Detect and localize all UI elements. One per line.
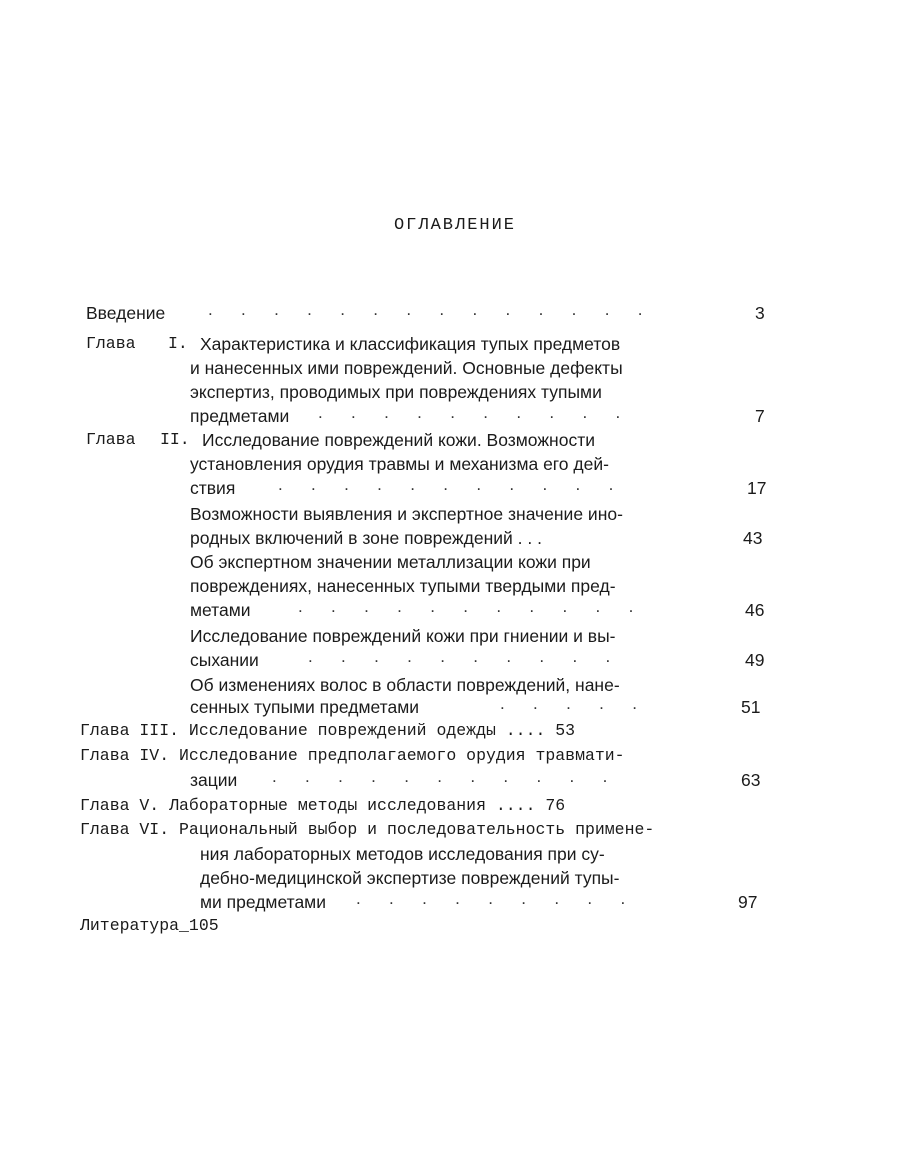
toc-entry-line: ми предметами [200, 892, 326, 912]
toc-entry-line: Глава IV. Исследование предполагаемого орудия травмати- [80, 746, 625, 765]
page-number: 43 [743, 528, 763, 548]
chapter-label: Глава [86, 430, 136, 449]
chapter-label: Глава [86, 334, 136, 353]
toc-entry-line: Исследование повреждений кожи. Возможности [202, 430, 595, 450]
toc-entry-literature: Литература_105 [80, 916, 219, 935]
page-number: 51 [741, 697, 761, 717]
toc-entry-line: родных включений в зоне повреждений . . . [190, 528, 542, 548]
toc-entry-line: повреждениях, нанесенных тупыми твердыми пред- [190, 576, 616, 596]
page-number: 46 [745, 600, 765, 620]
leader-dots: . . . . . . . . . . . . . . [208, 300, 643, 319]
toc-entry-line: сыхании [190, 650, 259, 670]
leader-dots: . . . . . . . . . . [308, 647, 611, 666]
page-number: 63 [741, 770, 761, 790]
toc-entry-intro: Введение [86, 303, 166, 323]
leader-dots: . . . . . . . . . [356, 889, 626, 908]
toc-entry-line: дебно-медицинской экспертизе повреждений тупы- [200, 868, 620, 888]
page-number: 17 [747, 478, 767, 498]
toc-entry-line: Об экспертном значении металлизации кожи при [190, 552, 591, 572]
toc-entry-chapter-3: Глава III. Исследование повреждений одежды .... 53 [80, 721, 576, 740]
toc-entry-line: метами [190, 600, 251, 620]
toc-entry-line: ния лабораторных методов исследования при су- [200, 844, 605, 864]
toc-entry-line: зации [190, 770, 238, 790]
toc-entry-line: ствия [190, 478, 236, 498]
leader-dots: . . . . . . . . . . . [272, 767, 608, 786]
toc-entry-line: Об изменениях волос в области повреждений, нане- [190, 675, 620, 695]
page-number: 49 [745, 650, 765, 670]
toc-entry-line: и нанесенных ими повреждений. Основные дефекты [190, 358, 623, 378]
toc-entry-line: Исследование повреждений кожи при гниении и вы- [190, 626, 616, 646]
page-number: 97 [738, 892, 758, 912]
toc-entry-line: Глава VI. Рациональный выбор и последовательность примене- [80, 820, 655, 839]
leader-dots: . . . . . . . . . . [318, 403, 621, 422]
toc-entry-line: установления орудия травмы и механизма его дей- [190, 454, 609, 474]
toc-entry-line: экспертиз, проводимых при повреждениях тупыми [190, 382, 602, 402]
chapter-number: II. [160, 430, 190, 449]
leader-dots: . . . . . . . . . . . [298, 597, 634, 616]
leader-dots: . . . . . [500, 694, 637, 713]
toc-entry-chapter-5: Глава V. Лабораторные методы исследования .... 76 [80, 796, 566, 815]
leader-dots: . . . . . . . . . . . [278, 475, 614, 494]
toc-entry-line: предметами [190, 406, 290, 426]
toc-entry-line: сенных тупыми предметами [190, 697, 419, 717]
toc-entry-line: Возможности выявления и экспертное значение ино- [190, 504, 623, 524]
chapter-number: I. [168, 334, 188, 353]
page-number: 3 [755, 303, 765, 323]
page-title: ОГЛАВЛЕНИЕ [393, 216, 517, 235]
page-number: 7 [755, 406, 765, 426]
toc-entry-line: Характеристика и классификация тупых предметов [200, 334, 621, 354]
